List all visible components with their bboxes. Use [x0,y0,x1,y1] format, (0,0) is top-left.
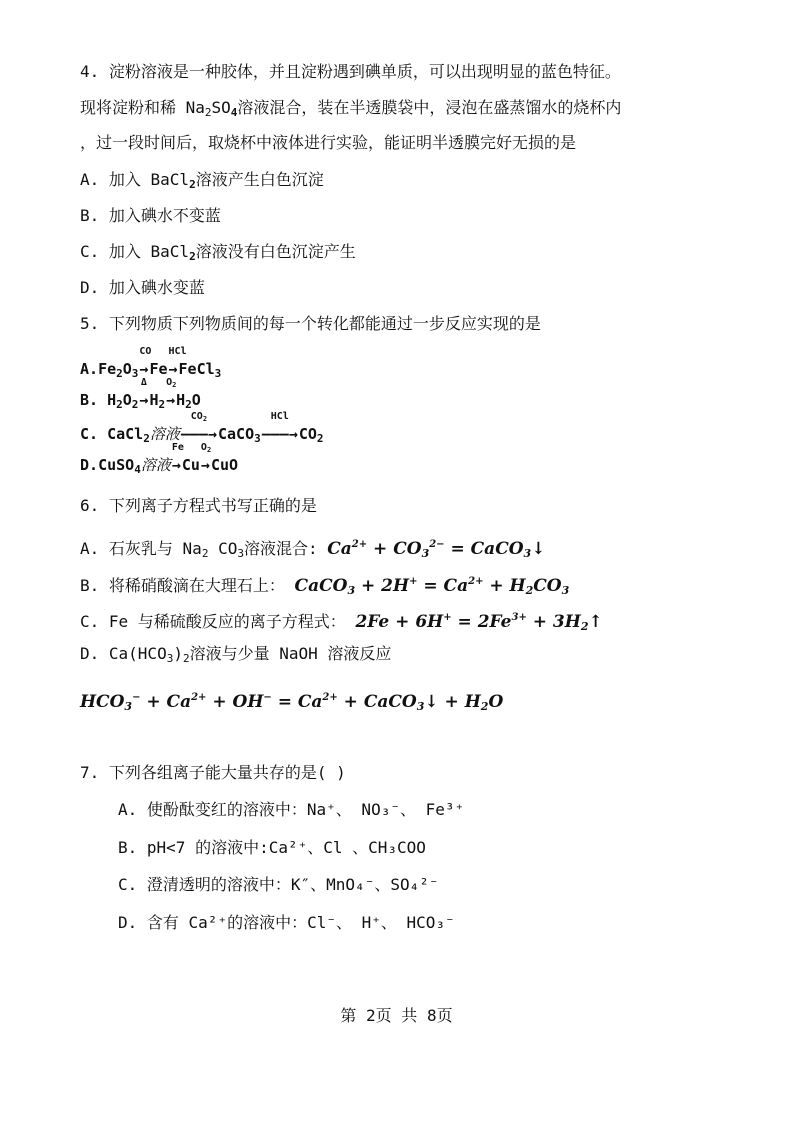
reaction-arrow: Fe → [171,442,184,474]
q6-stem: 6. 下列离子方程式书写正确的是 [80,496,317,515]
q6-option-d: D. $Ca(HCO_3)_2$溶液与少量 NaOH 溶液反应 [80,644,392,665]
q5-stem: 5. 下列物质下列物质间的每一个转化都能通过一步反应实现的是 [80,314,541,333]
q5-option-c: C. CaCl$_2$溶液 $CO_2$ ———→CaCO$_3$ HCl $———\to CO_2$ [80,411,324,445]
q4-option-d: D. 加入碘水变蓝 [80,278,205,297]
q4-option-c: C. 加入 BaCl$_2$溶液没有白色沉淀产生 [80,242,356,263]
q7-option-d: D. 含有 Ca²⁺的溶液中：Cl⁻、 H⁺、 HCO₃⁻ [118,913,455,932]
reaction-arrow: $O_2$ → [200,442,212,474]
q7-option-c: C. 澄清透明的溶液中：K″、MnO₄⁻、SO₄²⁻ [118,875,439,894]
page-number: 第 2页 共 8页 [340,1006,453,1025]
reaction-arrow: Δ → [139,377,149,409]
reaction-arrow: $O_2$ → [166,377,177,409]
q6-option-c: C. Fe 与稀硫酸反应的离子方程式： $2Fe + 6H^+ = 2Fe^{3+}$ + $3H_2↑$ [80,612,603,633]
q4-stem-line2: 现将淀粉和稀 $Na_2SO_4$溶液混合，装在半透膜袋中，浸泡在盛蒸馏水的烧杯内 [80,98,622,119]
q4-option-b: B. 加入碘水不变蓝 [80,206,221,225]
reaction-arrow: HCl → [168,346,187,378]
reaction-arrow: HCl ———→ [261,411,298,443]
reaction-arrow: CO → [139,346,152,378]
q6-option-a: A. 石灰乳与 $Na_2$ $CO_3$溶液混合: $Ca^{2+} + CO_3^{2-}$ = CaCO$_3$↓ [80,539,546,560]
q4-stem-line1: 4. 淀粉溶液是一种胶体，并且淀粉遇到碘单质，可以出现明显的蓝色特征。 [80,62,621,81]
q7-stem: 7. 下列各组离子能大量共存的是( ) [80,763,346,782]
q5-option-d: D.CuSO$_4$溶液 Fe →Cu $O_2$ →CuO [80,442,239,476]
q7-option-b: B. pH<7 的溶液中:Ca²⁺、Cl 、CH₃COO [118,838,426,857]
q5-option-b: B. $H_2O_2$ Δ $\to H_2$ $O_2$ $\to H_2O$ [80,377,201,411]
q7-option-a: A. 使酚酞变红的溶液中：Na⁺、 NO₃⁻、 Fe³⁺ [118,800,465,819]
q4-stem-line3: ，过一段时间后，取烧杯中液体进行实验，能证明半透膜完好无损的是 [80,133,577,152]
q4-option-a: A. 加入 BaCl$_2$溶液产生白色沉淀 [80,170,324,191]
q6-option-d-equation: $HCO_3^- + Ca^{2+} + OH^- = Ca^{2+}$ + CaCO$_3$↓ + $H_2O$ [80,692,504,713]
q6-option-b: B. 将稀硝酸滴在大理石上： CaCO$_3$ + $2H^+ = Ca^{2+} + H_2CO_3$ [80,576,570,597]
reaction-arrow: $CO_2$ ———→ [180,411,217,443]
q5-option-a: $A.Fe_2O_3$ CO →Fe HCl →FeCl$_3$ [80,346,222,380]
